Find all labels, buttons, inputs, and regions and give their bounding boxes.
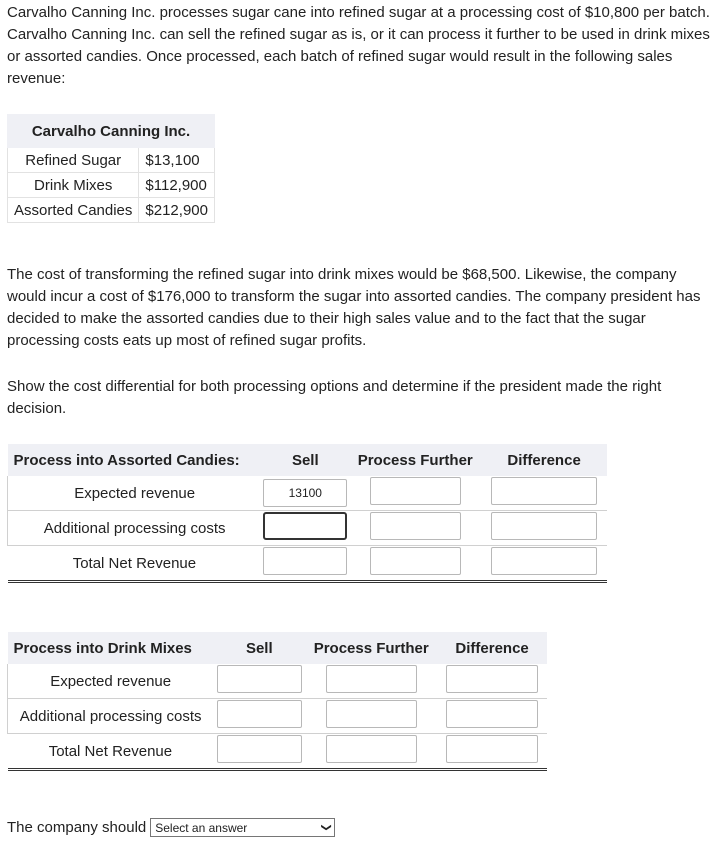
row-label: Expected revenue [8, 476, 262, 511]
sell-input[interactable] [217, 665, 302, 693]
process-further-input[interactable] [326, 735, 417, 763]
product-name: Refined Sugar [8, 148, 139, 173]
product-revenue: $112,900 [139, 173, 215, 198]
sell-input[interactable] [217, 700, 302, 728]
table-row [8, 198, 215, 223]
table-row [8, 173, 215, 198]
difference-input[interactable] [491, 547, 597, 575]
row-label: Additional processing costs [8, 511, 262, 546]
difference-input[interactable] [446, 665, 538, 693]
row-label: Total Net Revenue [8, 734, 214, 770]
row-label: Additional processing costs [8, 699, 214, 734]
table-row [8, 476, 608, 511]
drinks-analysis-table [7, 632, 547, 771]
product-revenue: $212,900 [139, 198, 215, 223]
col-process-further-header: Process Further [349, 444, 481, 476]
table-row [8, 699, 548, 734]
table-row [8, 511, 608, 546]
product-revenue: $13,100 [139, 148, 215, 173]
difference-input[interactable] [446, 735, 538, 763]
answer-select[interactable] [150, 818, 335, 837]
process-further-input[interactable] [370, 477, 461, 505]
chevron-down-icon: ❯ [320, 823, 332, 832]
product-name: Drink Mixes [8, 173, 139, 198]
sell-input[interactable]: 13100 [263, 479, 347, 507]
col-sell-header: Sell [213, 632, 305, 664]
table-row [8, 734, 548, 770]
row-label: Total Net Revenue [8, 546, 262, 582]
difference-input[interactable] [491, 512, 597, 540]
col-sell-header: Sell [261, 444, 349, 476]
answer-prefix: The company should [7, 819, 147, 836]
table-row [8, 148, 215, 173]
col-difference-header: Difference [481, 444, 607, 476]
process-further-input[interactable] [326, 700, 417, 728]
sell-input[interactable] [263, 512, 347, 540]
company-revenue-table [7, 114, 215, 223]
sell-input[interactable] [217, 735, 302, 763]
col-difference-header: Difference [437, 632, 547, 664]
company-table-title: Carvalho Canning Inc. [8, 115, 215, 148]
difference-input[interactable] [491, 477, 597, 505]
sell-input[interactable] [263, 547, 347, 575]
drinks-table-title: Process into Drink Mixes [8, 632, 214, 664]
answer-select-value: Select an answer [155, 820, 248, 835]
difference-input[interactable] [446, 700, 538, 728]
candies-analysis-table [7, 444, 607, 583]
process-further-input[interactable] [326, 665, 417, 693]
product-name: Assorted Candies [8, 198, 139, 223]
row-label: Expected revenue [8, 664, 214, 699]
question-paragraph: Show the cost differential for both processing options and determine if the president made the right decision. [7, 378, 662, 417]
cost-paragraph: The cost of transforming the refined sugar into drink mixes would be $68,500. Likewise, the company would incur a cost of $176,000 to transform the sugar into assorted candies. The company president has decided to make the assorted candies due to their high sales value and to the fact that the sugar processing costs eats up most of refined sugar profits. [7, 266, 701, 349]
table-row [8, 664, 548, 699]
intro-paragraph: Carvalho Canning Inc. processes sugar cane into refined sugar at a processing cost of $10,800 per batch. Carvalho Canning Inc. can sell the refined sugar as is, or it can process it further to be used in drink mixes or assorted candies. Once processed, each batch of refined sugar would result in the following sales revenue: [7, 4, 710, 87]
table-row [8, 546, 608, 582]
process-further-input[interactable] [370, 512, 461, 540]
candies-table-title: Process into Assorted Candies: [8, 444, 262, 476]
col-process-further-header: Process Further [305, 632, 437, 664]
answer-row [7, 818, 335, 837]
process-further-input[interactable] [370, 547, 461, 575]
